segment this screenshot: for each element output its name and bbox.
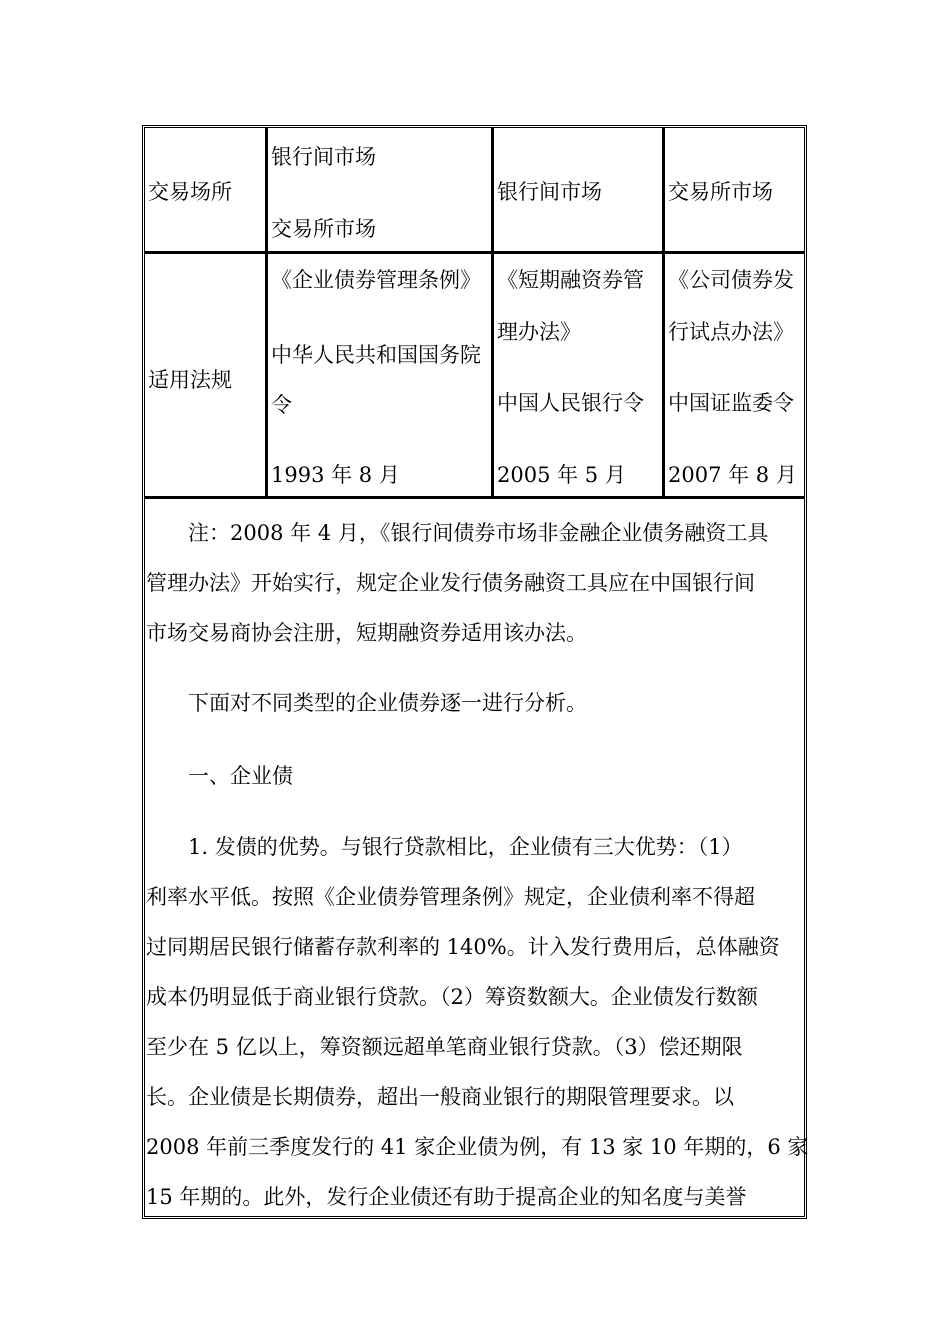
table-col-divider-2 bbox=[491, 128, 494, 498]
venue-col3: 交易所市场 bbox=[668, 180, 773, 204]
body-line-1: 1. 发债的优势。与银行贷款相比，企业债有三大优势：（1） bbox=[146, 835, 743, 859]
law-col3-line3: 中国证监委令 bbox=[668, 391, 794, 415]
table-col-divider-3 bbox=[662, 128, 665, 498]
row-label-trading-venue: 交易场所 bbox=[148, 180, 232, 204]
note-line-2: 管理办法》开始实行，规定企业发行债务融资工具应在中国银行间 bbox=[146, 571, 755, 595]
table-bottom-border bbox=[145, 496, 804, 499]
body-line-6: 长。企业债是长期债券，超出一般商业银行的期限管理要求。以 bbox=[146, 1085, 734, 1109]
body-line-5: 至少在 5 亿以上，筹资额远超单笔商业银行贷款。（3）偿还期限 bbox=[146, 1035, 743, 1059]
law-col3-date: 2007 年 8 月 bbox=[668, 463, 797, 487]
table-row-divider bbox=[145, 251, 804, 254]
body-line-3: 过同期居民银行储蓄存款利率的 140%。计入发行费用后，总体融资 bbox=[146, 935, 780, 959]
law-col3-line2: 行试点办法》 bbox=[668, 320, 794, 344]
note-line-3: 市场交易商协会注册，短期融资券适用该办法。 bbox=[146, 621, 587, 645]
law-col1-date: 1993 年 8 月 bbox=[271, 463, 400, 487]
law-col2-line2: 理办法》 bbox=[497, 320, 581, 344]
body-line-8: 15 年期的。此外，发行企业债还有助于提高企业的知名度与美誉 bbox=[146, 1185, 747, 1209]
law-col1-line2: 中华人民共和国国务院 bbox=[271, 343, 481, 367]
note-line-1: 注：2008 年 4 月，《银行间债券市场非金融企业债务融资工具 bbox=[146, 521, 769, 545]
law-col1-line1: 《企业债券管理条例》 bbox=[271, 268, 481, 292]
law-col1-line3: 令 bbox=[271, 393, 292, 417]
body-line-4: 成本仍明显低于商业银行贷款。（2）筹资数额大。企业债发行数额 bbox=[146, 985, 758, 1009]
venue-col2: 银行间市场 bbox=[497, 180, 602, 204]
venue-col1-line1: 银行间市场 bbox=[271, 145, 376, 169]
venue-col1-line2: 交易所市场 bbox=[271, 217, 376, 241]
row-label-applicable-law: 适用法规 bbox=[148, 368, 232, 392]
body-line-2: 利率水平低。按照《企业债券管理条例》规定，企业债利率不得超 bbox=[146, 885, 755, 909]
law-col2-line1: 《短期融资券管 bbox=[497, 268, 644, 292]
law-col2-date: 2005 年 5 月 bbox=[497, 463, 626, 487]
table-col-divider-1 bbox=[265, 128, 268, 498]
intro-paragraph: 下面对不同类型的企业债券逐一进行分析。 bbox=[146, 691, 587, 715]
law-col2-line3: 中国人民银行令 bbox=[497, 391, 644, 415]
law-col3-line1: 《公司债券发 bbox=[668, 268, 794, 292]
section-heading: 一、企业债 bbox=[146, 764, 293, 788]
body-line-7: 2008 年前三季度发行的 41 家企业债为例，有 13 家 10 年期的，6 家 bbox=[146, 1135, 809, 1159]
